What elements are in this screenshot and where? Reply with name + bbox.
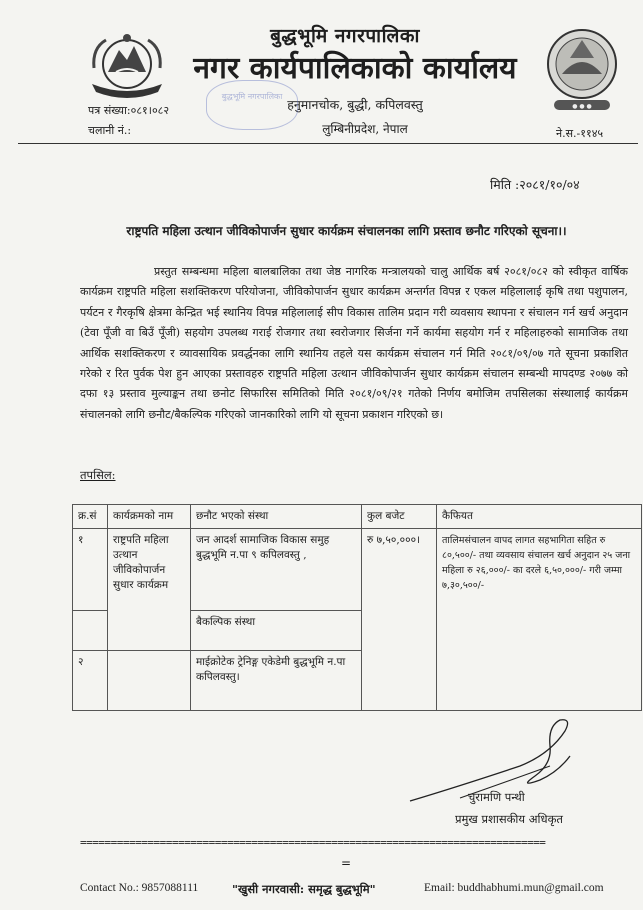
signatory-name: चुरामणि पन्थी	[468, 790, 525, 804]
government-emblem-icon	[86, 28, 168, 100]
contact-number: Contact No.: 9857088111	[80, 882, 199, 894]
subject-line: राष्ट्रपति महिला उत्थान जीविकोपार्जन सुधार कार्यक्रम संचालनका लागि प्रस्ताव छनौट गरिएको सूचना।।	[126, 224, 567, 238]
row2-program-empty	[108, 651, 191, 711]
municipality-logo-icon	[540, 20, 624, 116]
row1-program: राष्ट्रपति महिला उत्थान जीविकोपार्जन सुधार कार्यक्रम	[108, 529, 191, 651]
header-remarks: कैफियत	[437, 505, 642, 529]
dispatch-number: चलानी नं.:	[88, 124, 132, 137]
header-sn: क्र.सं	[73, 505, 108, 529]
footer-divider-tail: =	[341, 856, 352, 870]
province-line: लुम्बिनीप्रदेश, नेपाल	[322, 122, 408, 136]
row1-organization: जन आदर्श सामाजिक विकास समुह बुद्धभूमि न.पा ९ कपिलवस्तु ,	[191, 529, 362, 611]
row1-budget: रु ७,५०,०००।	[362, 529, 437, 711]
svg-text:● ● ●: ● ● ●	[572, 103, 592, 110]
table-header-row	[73, 505, 642, 529]
header-organization: छनौट भएको संस्था	[191, 505, 362, 529]
table-row	[73, 529, 642, 611]
office-name: नगर कार्यपालिकाको कार्यालय	[193, 51, 517, 86]
selection-table	[72, 504, 642, 711]
municipality-slogan: "खुसी नगरवासी: समृद्ध बुद्धभूमि"	[232, 882, 376, 896]
row2-sn: २	[73, 651, 108, 711]
body-paragraph-text: प्रस्तुत सम्बन्धमा महिला बालबालिका तथा जेष्ठ नागरिक मन्त्रालयको चालु आर्थिक बर्ष २०८१/०८२ को स्वीकृत वार्षिक कार्यक्रम राष्ट्रपति महिला सशक्तिकरण परियोजना, जीविकोपार्जन सुधार कार्यक्रम अन्तर्गत विपन्न र एकल महिलालाई कृषि तथा पशुपालन, पर्यटन र गैरकृषि क्षेत्रमा केन्द्रित भई स्थानिय विपन्न महिलालाई सीप विकास तालिम प्रदान गरी व्यवसाय स्थापना र संचालन गर्न खर्च अनुदान (टेवा पूँजी वा बिउँ पूँजी) सहयोग उपलब्ध गराई रोजगार तथा स्वरोजगार सिर्जना गर्ने कार्यमा सहयोग गर्न र महिलाहरुको सामाजिक तथा आर्थिक सशक्तिकरण र व्यावसायिक प्रवर्द्धनका लागि स्थानिय तहले यस कार्यक्रम संचालन गर्न मिति २०८१/०९/०७ गते सूचना प्रकाशित गरेको र रित पुर्वक पेश हुन आएका प्रस्तावहरु राष्ट्रपति महिला उत्थान जीविकोपार्जन सुधार कार्यक्रम संचालन सम्बन्धी मापदण्ड २०७७ को दफा १३ प्रस्ताव मुल्याङ्कन तथा छनोट सिफारिस समितिको मिति २०८१/०९/२१ गतेको निर्णय बमोजिम तपसिलका संस्थालाई कार्यक्रम संचालनको लागि छनौट/बैकल्पिक गरिएको जानकारिको लागि यो सूचना प्रकाशन गरिएको छ।	[80, 265, 628, 421]
header-divider	[18, 143, 638, 144]
header-program: कार्यक्रमको नाम	[108, 505, 191, 529]
row2-organization: माईक्रोटेक ट्रेनिङ्ग एकेडेमी बुद्धभूमि न.पा कपिलवस्तु।	[191, 651, 362, 711]
header-budget: कुल बजेट	[362, 505, 437, 529]
reference-number: पत्र संख्या:०८१।०८२	[88, 104, 170, 117]
details-label: तपसिल:	[80, 468, 116, 482]
alternative-organization-label: बैकल्पिक संस्था	[191, 611, 362, 651]
row1-sn: १	[73, 529, 108, 611]
letter-date: मिति :२०८१/१०/०४	[490, 177, 580, 192]
address-line: हनुमानचोक, बुद्धी, कपिलवस्तु	[287, 97, 423, 112]
municipality-name: बुद्धभूमि नगरपालिका	[270, 25, 420, 47]
footer-divider: ============================================================================	[80, 836, 546, 849]
row1-remarks: तालिमसंचालन वापद लागत सहभागिता सहित रु ८०,५००/- तथा व्यवसाय संचालन खर्च अनुदान २५ जना महिला रु २६,०००/- का दरले ६,५०,०००/- गरी जम्मा ७,३०,५००/-	[437, 529, 642, 711]
nepal-sambat-year: ने.स.-११४५	[556, 127, 604, 140]
email-address: Email: buddhabhumi.mun@gmail.com	[424, 882, 604, 894]
office-stamp: बुद्धभूमि नगरपालिका	[206, 80, 298, 130]
body-paragraph	[80, 262, 628, 425]
signatory-title: प्रमुख प्रशासकीय अधिकृत	[455, 812, 563, 826]
row1-sn-empty	[73, 611, 108, 651]
